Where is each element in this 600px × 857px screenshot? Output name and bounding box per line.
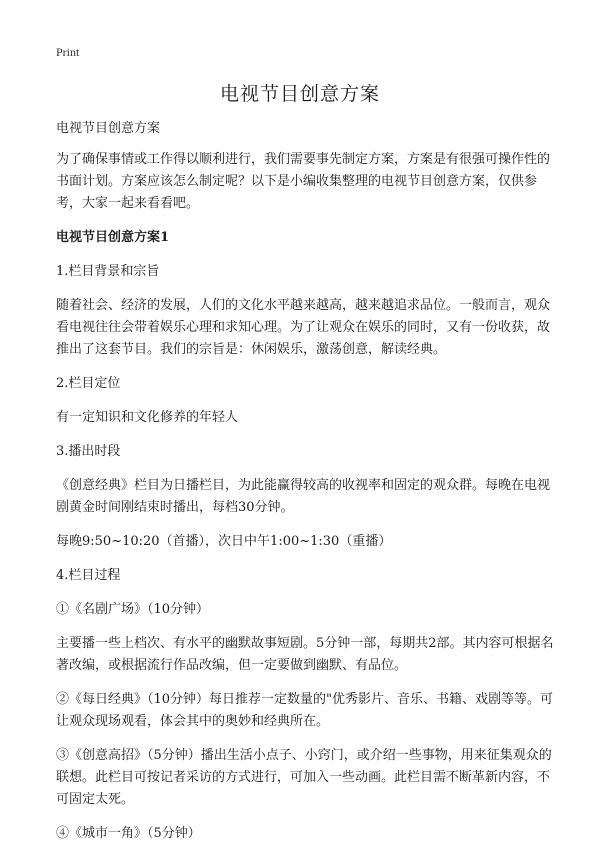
background-paragraph: 随着社会、经济的发展，人们的文化水平越来越高，越来越追求品位。一般而言，观众看电视往往会带着娱乐心理和求知心理。为了让观众在娱乐的同时，又有一份收获，故推出了这套节目。我们的宗旨是：休闲娱乐，激荡创意，解读经典。 [56,298,551,357]
position-heading: 2.栏目定位 [56,376,121,391]
segment-2-paragraph: ②《每日经典》（10分钟）每日推荐一定数量的"优秀影片、音乐、书籍、戏剧等等。可让观众现场观看，体会其中的奥妙和经典所在。 [56,692,554,729]
segment-4-title: ④《城市一角》（5分钟） [56,826,201,841]
schedule-heading: 3.播出时段 [56,444,121,459]
segment-1-paragraph: 主要播一些上档次、有水平的幽默故事短剧。5分钟一部，每期共2部。其内容可根据名著改编，或根据流行作品改编，但一定要做到幽默、有品位。 [56,636,554,673]
schedule-paragraph: 《创意经典》栏目为日播栏目，为此能赢得较高的收视率和固定的观众群。每晚在电视剧黄金时间刚结束时播出，每档30分钟。 [56,478,551,515]
segment-3-paragraph: ③《创意高招》（5分钟）播出生活小点子、小窍门，或介绍一些事物，用来征集观众的联想。此栏目可按记者采访的方式进行，可加入一些动画。此栏目需不断革新内容，不可固定太死。 [56,748,552,807]
segment-1-title: ①《名剧广场》（10分钟） [56,602,210,617]
article-subtitle: 电视节目创意方案 [56,121,161,136]
print-link[interactable]: Print [56,45,80,59]
page-title: 电视节目创意方案 [219,83,380,105]
section-heading: 电视节目创意方案1 [56,230,170,245]
intro-paragraph: 为了确保事情或工作得以顺利进行，我们需要事先制定方案，方案是有很强可操作性的书面计划。方案应该怎么制定呢？以下是小编收集整理的电视节目创意方案，仅供参考，大家一起来看看吧。 [56,152,551,211]
article-body [56,118,556,857]
schedule-times: 每晚9:50~10:20（首播），次日中午1:00~1:30（重播） [56,534,392,549]
process-heading: 4.栏目过程 [56,568,121,583]
background-heading: 1.栏目背景和宗旨 [56,264,160,279]
position-paragraph: 有一定知识和文化修养的年轻人 [56,410,239,425]
